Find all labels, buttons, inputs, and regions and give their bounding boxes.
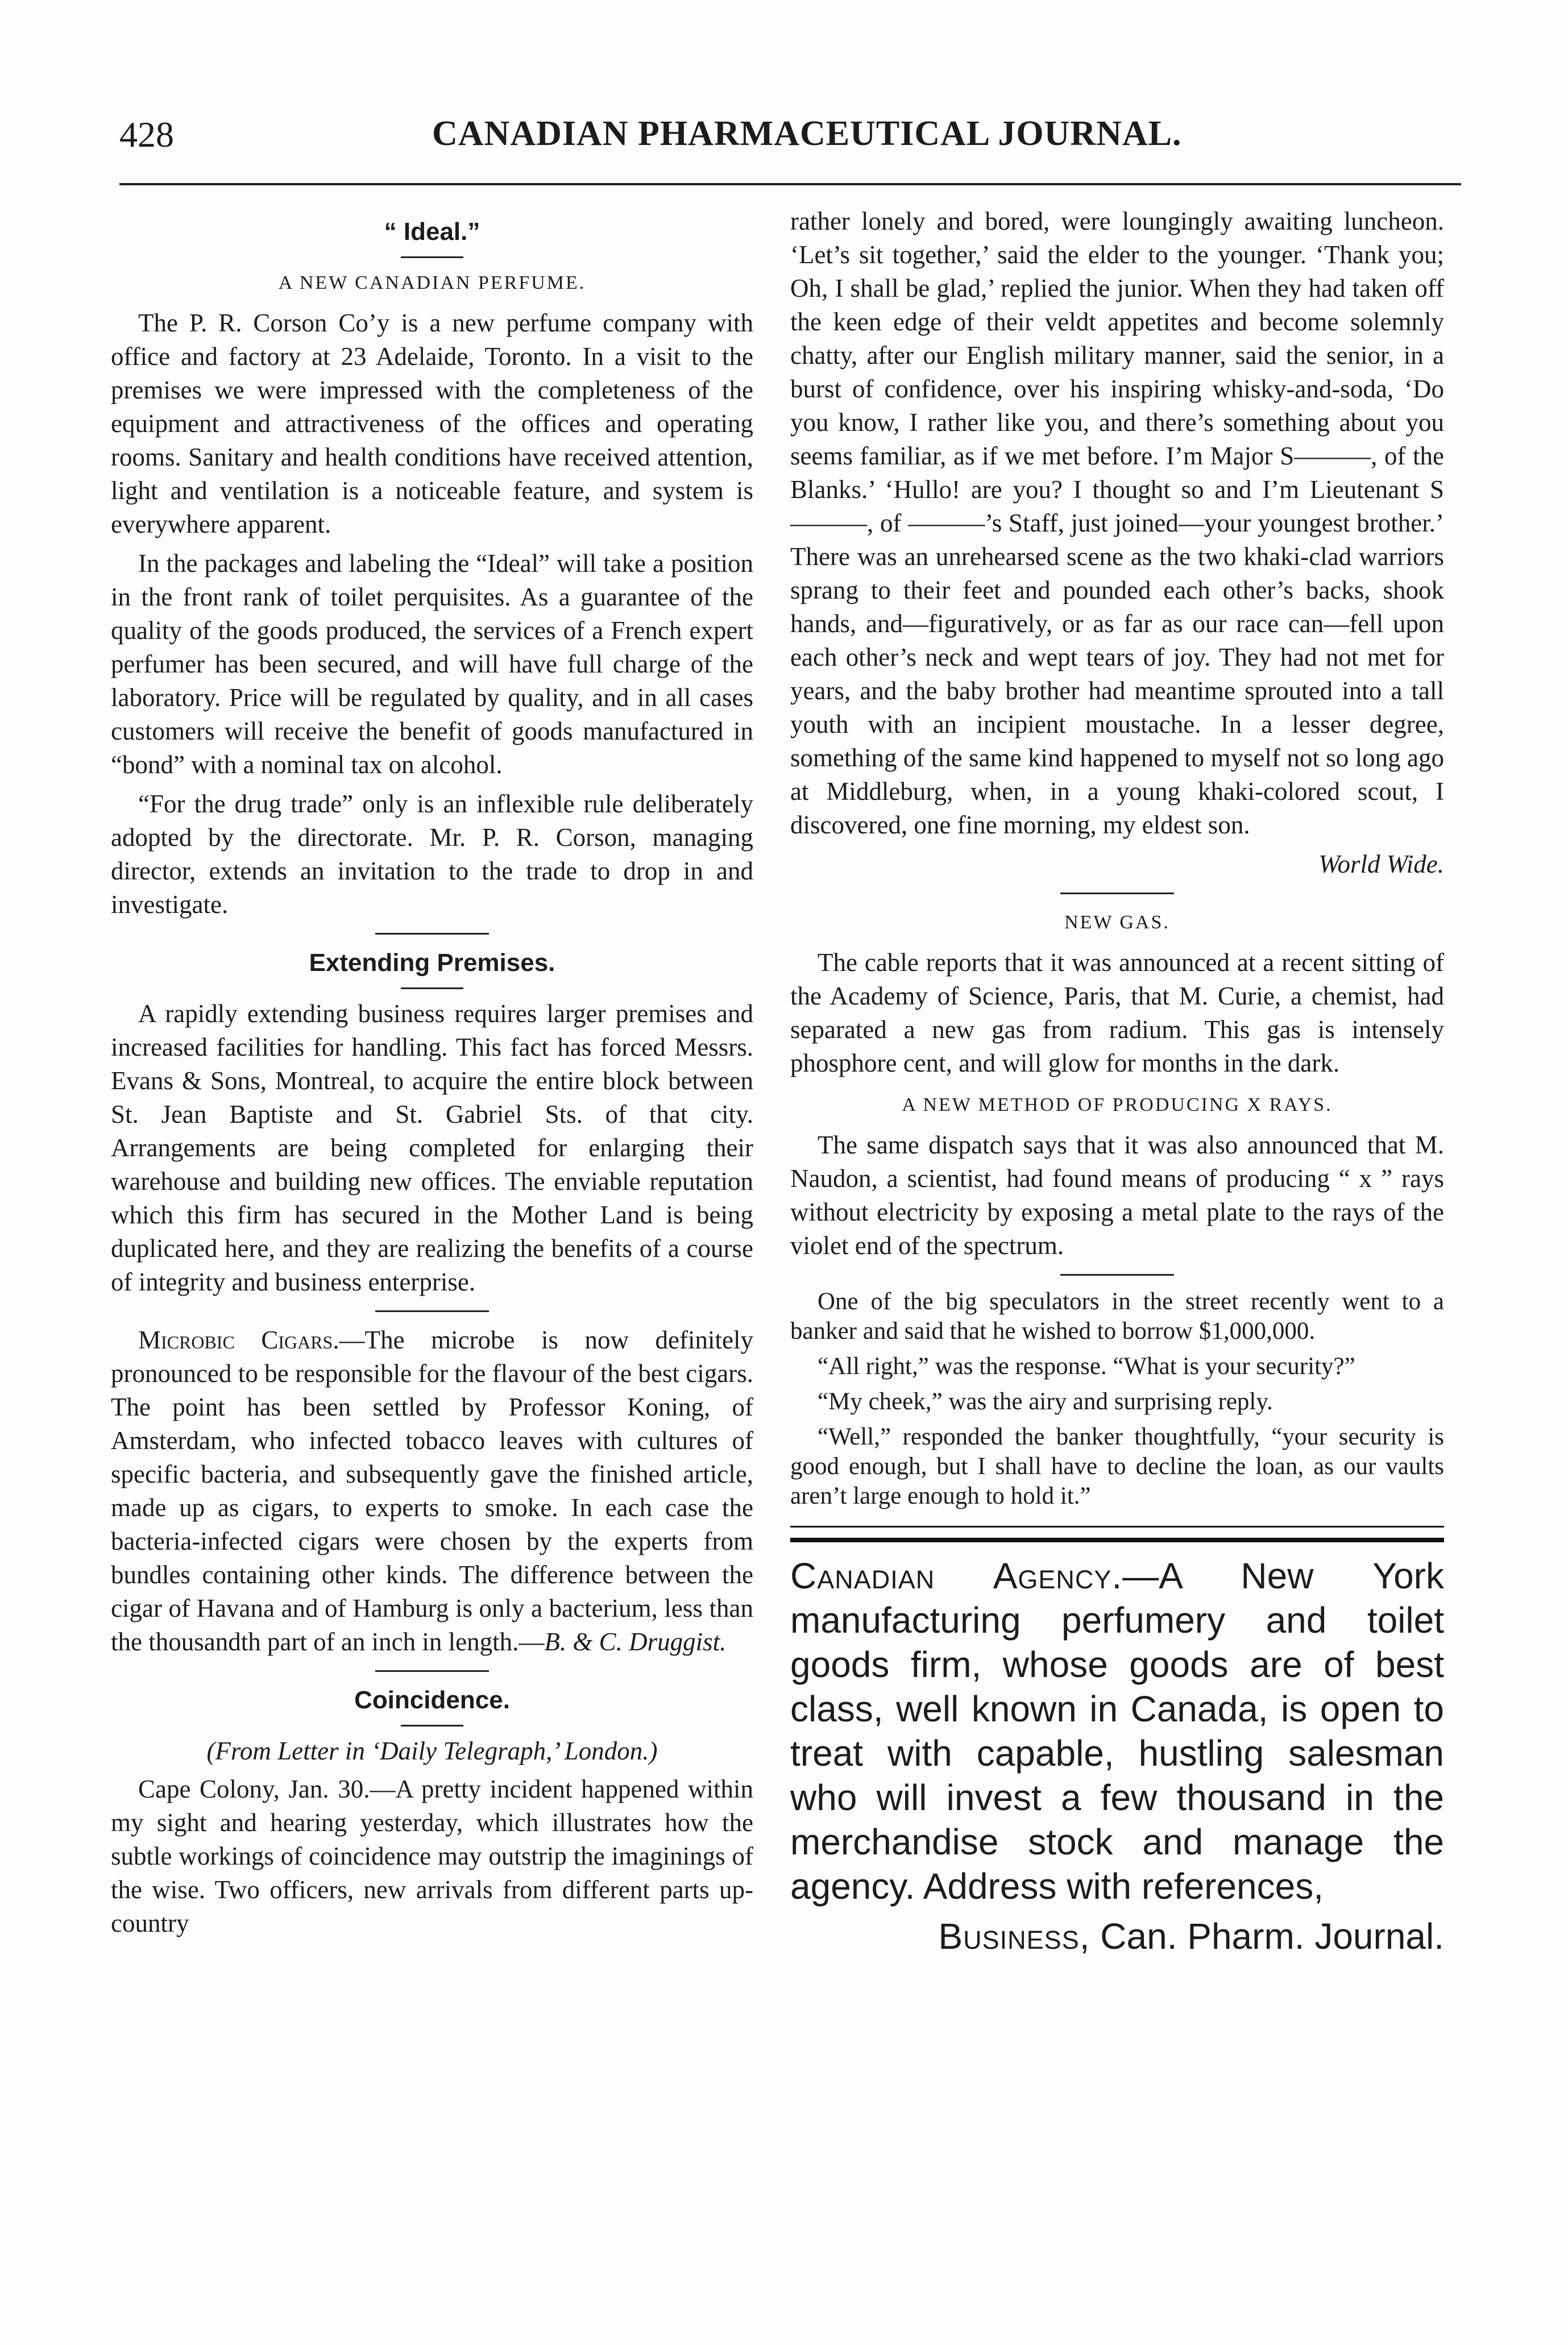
divider — [401, 1725, 463, 1726]
page-number: 428 — [119, 114, 174, 155]
paragraph-body: —A New York manufacturing perfumery and toilet goods firm, whose goods are of best class, well known in Canada, is open to treat with capable, hustling salesman who will invest a few thousand in the merchandise stock and manage the agency. Address with references, — [790, 1555, 1444, 1907]
run-in-heading: Canadian Agency. — [790, 1555, 1123, 1596]
advert-body — [790, 1554, 1444, 1908]
paragraph: In the packages and labeling the “Ideal” will take a position in the front rank of toilet perquisites. As a guarantee of the quality of the goods produced, the services of a French expert perfumer has been secured, and will have full charge of the laboratory. Price will be regulated by quality, and in all cases customers will receive the benefit of goods manufactured in “bond” with a nominal tax on alcohol. — [111, 549, 753, 779]
paragraph: rather lonely and bored, were loungingly awaiting luncheon. ‘Let’s sit together,’ said the elder to the younger. ‘Thank you; Oh, I shall be glad,’ replied the junior. When they had taken off the keen edge of their veldt appetites and become solemnly chatty, after our English military manner, said the senior, in a burst of confidence, over his inspiring whisky-and-soda, ‘Do you know, I rather like you, and there’s something about you seems familiar, as if we met before. I’m Major S———, of the Blanks.’ ‘Hullo! are you? I thought so and I’m Lieutenant S———, of ———’s Staff, just joined—your youngest brother.’ There was an unrehearsed scene as the two khaki-clad warriors sprang to their feet and pounded each other’s backs, shook hands, and—figuratively, or as far as our race can—fell upon each other’s neck and wept tears of joy. They had not met for years, and the baby brother had meantime sprouted into a tall youth with an incipient moustache. In a lesser degree, something of the same kind happened to myself not so long ago at Middleburg, when, in a young khaki-colored scout, I discovered, one fine morning, my eldest son. — [790, 207, 1444, 839]
paragraph: “My cheek,” was the airy and surprising reply. — [818, 1388, 1273, 1415]
paragraph: The cable reports that it was announced at a recent sitting of the Academy of Science, Paris, that M. Curie, a chemist, had separated a new gas from radium. This gas is intensely phosphore cent, and will glow for months in the dark. — [790, 948, 1444, 1077]
article-extending-premises — [111, 946, 753, 1299]
article-coincidence — [111, 1683, 753, 1940]
double-rule — [790, 1526, 1444, 1542]
divider — [375, 1310, 489, 1312]
source-credit: B. & C. Druggist. — [544, 1628, 727, 1656]
article-ideal — [111, 215, 753, 922]
right-column — [790, 205, 1444, 1964]
header-rule — [119, 183, 1461, 185]
article-banker-anecdote — [790, 1287, 1444, 1511]
article-coincidence-continued — [790, 205, 1444, 881]
divider — [1060, 893, 1174, 894]
article-heading: Coincidence. — [354, 1686, 510, 1714]
source-line: (From Letter in ‘Daily Telegraph,’ London.) — [206, 1737, 658, 1765]
paragraph: Cape Colony, Jan. 30.—A pretty incident happened within my sight and hearing yesterday, which illustrates how the subtle workings of coincidence may outstrip the imaginings of the wise. Two officers, new arrivals from different parts up-country — [111, 1775, 753, 1937]
divider — [401, 987, 463, 989]
article-microbic-cigars — [111, 1323, 753, 1659]
paragraph: A rapidly extending business requires larger premises and increased facilities for handling. This fact has forced Messrs. Evans & Sons, Montreal, to acquire the entire block between St. Jean Baptiste and St. Gabriel Sts. of that city. Arrangements are being completed for enlarging their warehouse and building new offices. The enviable reputation which this firm has secured in the Mother Land is being duplicated here, and they are realizing the benefits of a course of integrity and business enterprise. — [111, 999, 753, 1296]
paragraph-body: —The microbe is now definitely pronounced to be responsible for the flavour of the best cigars. The point has been settled by Professor Koning, of Amsterdam, who infected tobacco leaves with cultures of specific bacteria, and subsequently gave the finished article, made up as cigars, to experts to smoke. In each case the bacteria-infected cigars were chosen by the experts from bundles containing other kinds. The difference between the cigar of Havana and of Hamburg is only a bacterium, less than the thousandth part of an inch in length.— — [111, 1326, 753, 1656]
divider — [401, 256, 463, 258]
paragraph — [111, 1323, 753, 1659]
divider — [1060, 1274, 1174, 1276]
article-new-gas — [790, 906, 1444, 1080]
paragraph: The P. R. Corson Co’y is a new perfume company with office and factory at 23 Adelaide, Toronto. In a visit to the premises we were impressed with the completeness of the equipment and attractiveness of the offices and operating rooms. Sanitary and health conditions have received attention, light and ventilation is a noticeable feature, and system is everywhere apparent. — [111, 309, 753, 538]
page-header — [119, 108, 1461, 182]
signature-lead: Business, — [938, 1916, 1090, 1957]
journal-title: CANADIAN PHARMACEUTICAL JOURNAL. — [432, 114, 1182, 153]
run-in-heading: Microbic Cigars. — [138, 1326, 339, 1354]
left-column — [111, 205, 753, 1946]
signature-rest: Can. Pharm. Journal. — [1090, 1916, 1444, 1957]
advert-canadian-agency — [790, 1554, 1444, 1958]
article-subheading: A NEW CANADIAN PERFUME. — [278, 272, 586, 293]
paragraph: “Well,” responded the banker thoughtfully, “your security is good enough, but I shall have to decline the loan, as our vaults aren’t large enough to hold it.” — [790, 1423, 1444, 1509]
paragraph: The same dispatch says that it was also announced that M. Naudon, a scientist, had found means of producing “ x ” rays without electricity by exposing a metal plate to the rays of the violet end of the spectrum. — [790, 1131, 1444, 1260]
article-subheading: NEW GAS. — [1064, 912, 1170, 933]
divider — [375, 933, 489, 935]
article-heading: Extending Premises. — [309, 949, 555, 977]
paragraph: One of the big speculators in the street recently went to a banker and said that he wished to borrow $1,000,000. — [790, 1288, 1444, 1344]
article-heading: “ Ideal.” — [384, 218, 480, 246]
paragraph: “All right,” was the response. “What is your security?” — [818, 1353, 1355, 1380]
paragraph: “For the drug trade” only is an inflexible rule deliberately adopted by the directorate. Mr. P. R. Corson, managing director, extends an invitation to the trade to drop in and investigate. — [111, 790, 753, 919]
article-subheading: A NEW METHOD OF PRODUCING X RAYS. — [902, 1094, 1333, 1115]
advert-signature — [790, 1914, 1444, 1958]
divider — [375, 1670, 489, 1672]
article-x-rays — [790, 1088, 1444, 1263]
source-credit: World Wide. — [1318, 850, 1444, 878]
